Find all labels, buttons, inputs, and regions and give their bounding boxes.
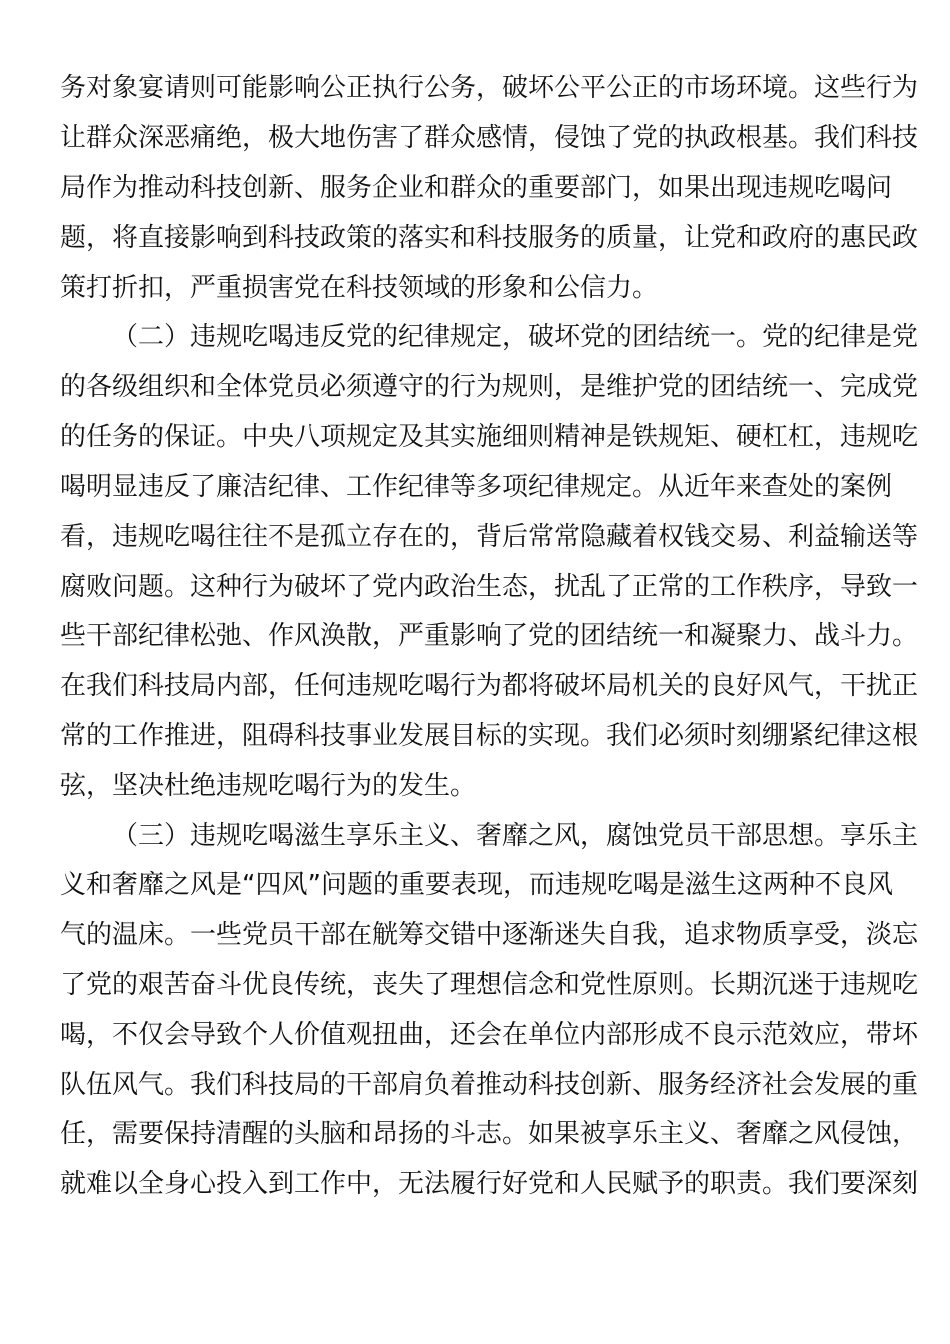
text-line: 务对象宴请则可能影响公正执行公务，破坏公平公正的市场环境。这些行为 <box>60 73 919 103</box>
text-line: 些干部纪律松弛、作风涣散，严重影响了党的团结统一和凝聚力、战斗力。 <box>60 621 919 651</box>
text-line: 局作为推动科技创新、服务企业和群众的重要部门，如果出现违规吃喝问 <box>60 173 893 203</box>
text-line: 任，需要保持清醒的头脑和昂扬的斗志。如果被享乐主义、奢靡之风侵蚀， <box>60 1119 919 1149</box>
text-line: 的各级组织和全体党员必须遵守的行为规则，是维护党的团结统一、完成党 <box>60 372 919 402</box>
text-line: 常的工作推进，阻碍科技事业发展目标的实现。我们必须时刻绷紧纪律这根 <box>60 721 919 751</box>
text-line: 弦，坚决杜绝违规吃喝行为的发生。 <box>60 771 477 801</box>
text-line: 在我们科技局内部，任何违规吃喝行为都将破坏局机关的良好风气，干扰正 <box>60 671 919 701</box>
text-line: 腐败问题。这种行为破坏了党内政治生态，扰乱了正常的工作秩序，导致一 <box>60 572 919 602</box>
text-line: 看，违规吃喝往往不是孤立存在的，背后常常隐藏着权钱交易、利益输送等 <box>60 522 919 552</box>
paragraph-heading-line: （二）违规吃喝违反党的纪律规定，破坏党的团结统一。党的纪律是党 <box>112 322 919 352</box>
text-line: 的任务的保证。中央八项规定及其实施细则精神是铁规矩、硬杠杠，违规吃 <box>60 422 919 452</box>
text-line: 策打折扣，严重损害党在科技领域的形象和公信力。 <box>60 273 659 303</box>
text-line: 队伍风气。我们科技局的干部肩负着推动科技创新、服务经济社会发展的重 <box>60 1070 919 1100</box>
text-line: 题，将直接影响到科技政策的落实和科技服务的质量，让党和政府的惠民政 <box>60 223 919 253</box>
text-line: 喝，不仅会导致个人价值观扭曲，还会在单位内部形成不良示范效应，带坏 <box>60 1020 919 1050</box>
text-line: 让群众深恶痛绝，极大地伤害了群众感情，侵蚀了党的执政根基。我们科技 <box>60 123 919 153</box>
text-line: 气的温床。一些党员干部在觥筹交错中逐渐迷失自我，追求物质享受，淡忘 <box>60 920 919 950</box>
text-line: 喝明显违反了廉洁纪律、工作纪律等多项纪律规定。从近年来查处的案例 <box>60 472 893 502</box>
text-line: 就难以全身心投入到工作中，无法履行好党和人民赋予的职责。我们要深刻 <box>60 1169 919 1199</box>
text-line: 了党的艰苦奋斗优良传统，丧失了理想信念和党性原则。长期沉迷于违规吃 <box>60 970 919 1000</box>
text-line: 义和奢靡之风是“四风”问题的重要表现，而违规吃喝是滋生这两种不良风 <box>60 870 893 900</box>
paragraph-heading-line: （三）违规吃喝滋生享乐主义、奢靡之风，腐蚀党员干部思想。享乐主 <box>112 821 919 851</box>
